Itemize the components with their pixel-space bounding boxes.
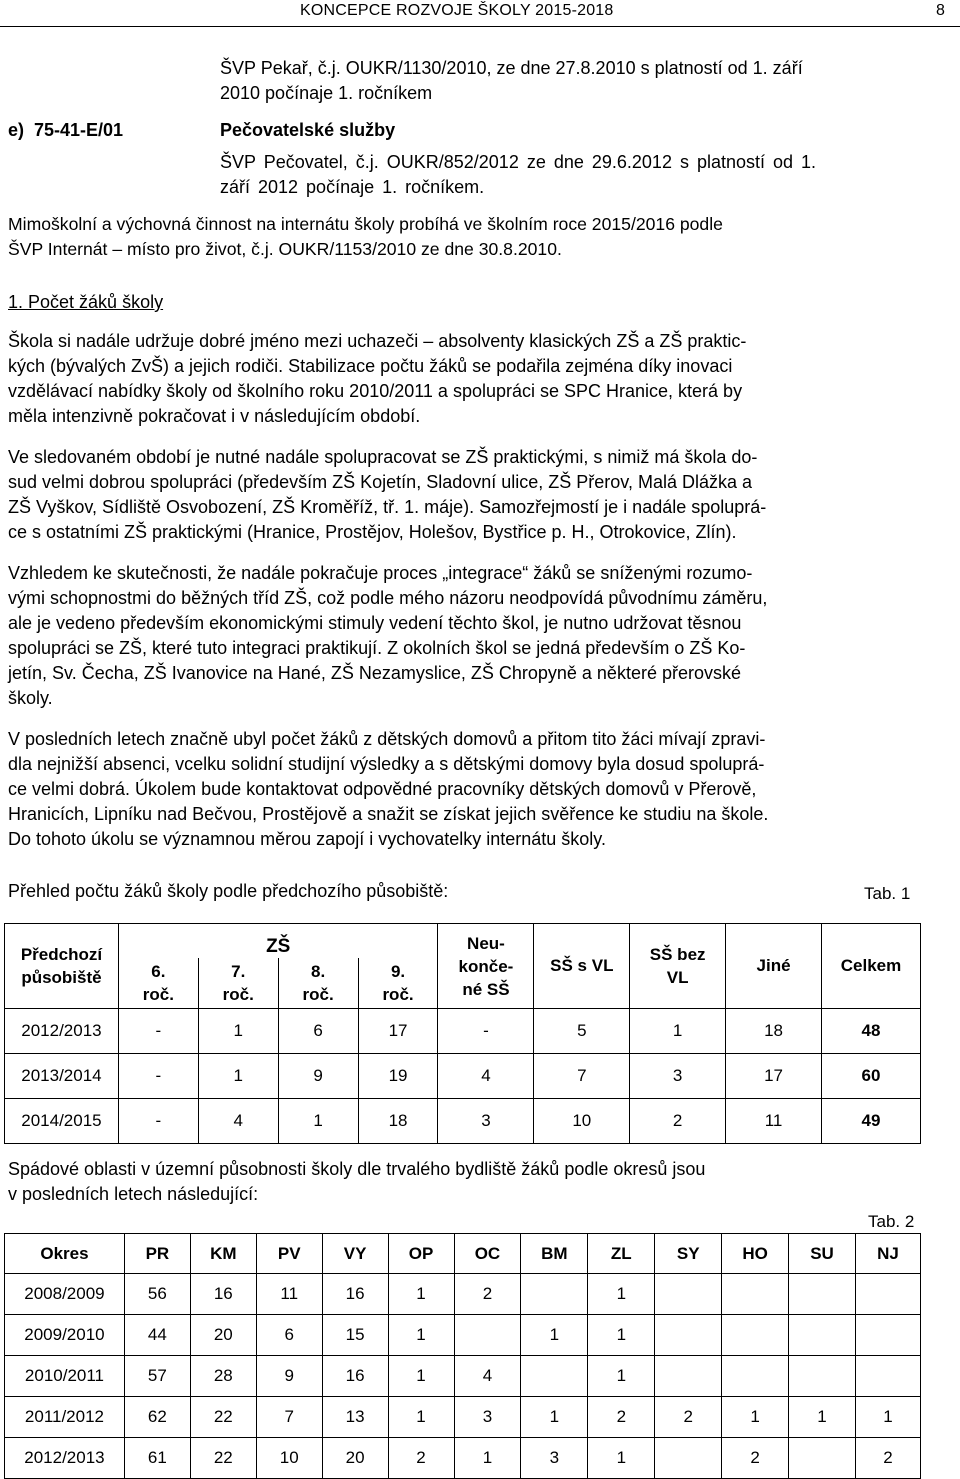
- table-row: 2013/2014 - 1 9 19 4 7 3 17 60: [5, 1054, 921, 1099]
- text-line: kých (bývalých ZvŠ) a jejich rodiči. Stabilizace počtu žáků se podařila zejména díky inovaci: [8, 356, 733, 376]
- spadove-text: [8, 1157, 956, 1207]
- table-2-label: Tab. 2: [868, 1212, 915, 1231]
- table-row: 2012/2013 - 1 6 17 - 5 1 18 48: [5, 1009, 921, 1054]
- header-cell-grade-7: 7. roč.: [198, 958, 278, 1009]
- text-line: v posledních letech následující:: [8, 1184, 259, 1204]
- text-line: Vzhledem ke skutečnosti, že nadále pokračuje proces „integrace“ žáků se sníženými rozumo-: [8, 563, 753, 583]
- text-line: ce s ostatními ZŠ praktickými (Hranice, Prostějov, Holešov, Bystřice p. H., Otrokovice, Zlín).: [8, 522, 737, 542]
- table-row: 2009/2010 44 20 6 15 1 1 1: [5, 1315, 921, 1356]
- text-line: Škola si nadále udržuje dobré jméno mezi uchazeči – absolventy klasických ZŠ a ZŠ praktic-: [8, 331, 747, 351]
- table-row: 2014/2015 - 4 1 18 3 10 2 11 49: [5, 1099, 921, 1144]
- text-line: ŠVP Pečovatel, č.j. OUKR/852/2012 ze dne 29.6.2012 s platností od 1.: [220, 152, 817, 172]
- text-line: Spádové oblasti v územní působnosti školy dle trvalého bydliště žáků podle okresů jsou: [8, 1159, 706, 1179]
- table-1-caption: Přehled počtu žáků školy podle předchozího působiště:: [8, 881, 449, 901]
- header-cell-neukoncene: Neu- konče- né SŠ: [438, 924, 534, 1009]
- header-cell-ss-vl: SŠ s VL: [534, 924, 630, 1009]
- header-cell-zs: ZŠ: [118, 924, 438, 958]
- text-line: Hranicích, Lipníku nad Bečvou, Prostějově a snažit se získat jejich svěřence ke studiu na škole.: [8, 804, 769, 824]
- text-line: vými schopnostmi do běžných tříd ZŠ, což podle mého názoru neodpovídá původnímu záměru,: [8, 588, 768, 608]
- text-line: školy.: [8, 688, 53, 708]
- text-line: ale je vedeno především ekonomickými stimuly vedení těchto škol, je nutno udržovat těsnou: [8, 613, 742, 633]
- paragraph-4: [8, 727, 956, 852]
- table-row: 2008/2009 56 16 11 16 1 2 1: [5, 1274, 921, 1315]
- table-2: [4, 1233, 921, 1479]
- table-row: 2010/2011 57 28 9 16 1 4 1: [5, 1356, 921, 1397]
- text-line: září 2012 počínaje 1. ročníkem.: [220, 177, 485, 197]
- header-rule: [0, 26, 960, 27]
- text-line: ce velmi dobrá. Úkolem bude kontaktovat odpovědné pracovníky dětských domovů v Přerově,: [8, 779, 757, 799]
- svp-pecovatel-text: [220, 150, 960, 200]
- paragraph-3: [8, 561, 956, 711]
- text-line: jetín, Sv. Čecha, ZŠ Ivanovice na Hané, ZŠ Nezamyslice, ZŠ Chropyně a některé přerovské: [8, 663, 741, 683]
- text-line: Do tohoto úkolu se významnou měrou zapojí i vychovatelky internátu školy.: [8, 829, 606, 849]
- table-row: 2011/2012 62 22 7 13 1 3 1 2 2 1 1 1: [5, 1397, 921, 1438]
- header-cell-grade-8: 8. roč.: [278, 958, 358, 1009]
- text-line: měla intenzivně pokračovat i v následujícím období.: [8, 406, 421, 426]
- text-line: sud velmi dobrou spolupráci (především ZŠ Kojetín, Sladovní ulice, ZŠ Přerov, Malá Dlážka a: [8, 472, 752, 492]
- text-line: ZŠ Vyškov, Sídliště Osvobození, ZŠ Kroměříž, tř. 1. máje). Samozřejmostí je i nadále spoluprá-: [8, 497, 767, 517]
- table-1: [4, 923, 921, 1144]
- paragraph-2: [8, 445, 956, 545]
- text-line: vzdělávací nabídky školy od školního roku 2010/2011 a spolupráci se SPC Hranice, která by: [8, 381, 743, 401]
- table-1-label: Tab. 1: [864, 884, 911, 903]
- program-name: Pečovatelské služby: [220, 120, 396, 140]
- text-line: Ve sledovaném období je nutné nadále spolupracovat se ZŠ praktickými, s nimiž má škola do-: [8, 447, 758, 467]
- text-line: Mimoškolní a výchovná činnost na internátu školy probíhá ve školním roce 2015/2016 podle: [8, 214, 723, 234]
- table-2-header-row: Okres PR KM PV VY OP OC BM ZL SY HO SU NJ: [5, 1234, 921, 1274]
- text-line: V posledních letech značně ubyl počet žáků z dětských domovů a přitom tito žáci mívají zpravi-: [8, 729, 766, 749]
- header-cell-grade-9: 9. roč.: [358, 958, 438, 1009]
- page-number: 8: [936, 2, 945, 19]
- table-1-header-row: [5, 924, 921, 958]
- text-line: spolupráci se ZŠ, které tuto integraci praktikují. Z okolních škol se jedná především o ZŠ Ko-: [8, 638, 746, 658]
- section-heading: 1. Počet žáků školy: [8, 292, 164, 312]
- header-cell-celkem: Celkem: [821, 924, 920, 1009]
- text-line: ŠVP Internát – místo pro život, č.j. OUKR/1153/2010 ze dne 30.8.2010.: [8, 239, 562, 259]
- paragraph-1: [8, 329, 956, 429]
- running-header-title: KONCEPCE ROZVOJE ŠKOLY 2015-2018: [300, 2, 614, 19]
- header-cell-previous: Předchozí působiště: [5, 924, 119, 1009]
- text-line: dla nejnižší absenci, vcelku solidní studijní výsledky a s dětskými domovy byla dosud spoluprá-: [8, 754, 765, 774]
- internat-text: [8, 212, 958, 262]
- program-code: e) 75-41-E/01: [8, 120, 124, 140]
- text-line: 2010 počínaje 1. ročníkem: [220, 83, 433, 103]
- text-line: ŠVP Pekař, č.j. OUKR/1130/2010, ze dne 27.8.2010 s platností od 1. září: [220, 58, 803, 78]
- table-row: 2012/2013 61 22 10 20 2 1 3 1 2 2: [5, 1438, 921, 1479]
- header-cell-ss-bez-vl: SŠ bez VL: [630, 924, 726, 1009]
- svp-pekar-text: [220, 56, 952, 106]
- header-cell-jine: Jiné: [726, 924, 822, 1009]
- header-cell-grade-6: 6. roč.: [118, 958, 198, 1009]
